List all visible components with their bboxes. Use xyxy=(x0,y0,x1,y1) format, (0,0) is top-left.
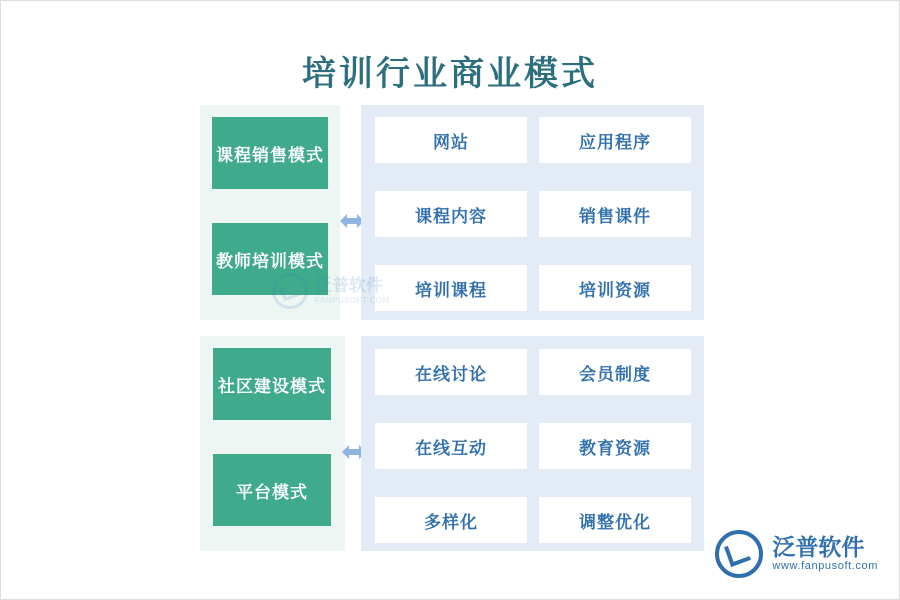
brand-url: www.fanpusoft.com xyxy=(772,560,878,573)
brand-name: 泛普软件 xyxy=(772,534,865,561)
item-sales-courseware[interactable]: 销售课件 xyxy=(539,191,691,237)
brand-logo xyxy=(715,530,878,578)
mode-card-teacher-training[interactable]: 教师培训模式 xyxy=(212,223,328,295)
page-title: 培训行业商业模式 xyxy=(302,54,598,94)
item-online-discussion[interactable]: 在线讨论 xyxy=(375,349,527,395)
mode-card-course-sales[interactable]: 课程销售模式 xyxy=(212,117,328,189)
mode-card-community[interactable]: 社区建设模式 xyxy=(213,348,331,420)
item-online-interaction[interactable]: 在线互动 xyxy=(375,423,527,469)
watermark-subtext: FANPUSOFT.COM xyxy=(315,295,390,305)
item-website[interactable]: 网站 xyxy=(375,117,527,163)
item-application[interactable]: 应用程序 xyxy=(539,117,691,163)
item-membership[interactable]: 会员制度 xyxy=(539,349,691,395)
item-optimization[interactable]: 调整优化 xyxy=(539,497,691,543)
item-course-content[interactable]: 课程内容 xyxy=(375,191,527,237)
watermark-text: 泛普软件 xyxy=(315,276,383,296)
mode-card-platform[interactable]: 平台模式 xyxy=(213,454,331,526)
item-training-course[interactable]: 培训课程 xyxy=(375,265,527,311)
item-diversification[interactable]: 多样化 xyxy=(375,497,527,543)
item-training-resource[interactable]: 培训资源 xyxy=(539,265,691,311)
fanpu-logo-icon xyxy=(715,530,763,578)
item-education-resource[interactable]: 教育资源 xyxy=(539,423,691,469)
